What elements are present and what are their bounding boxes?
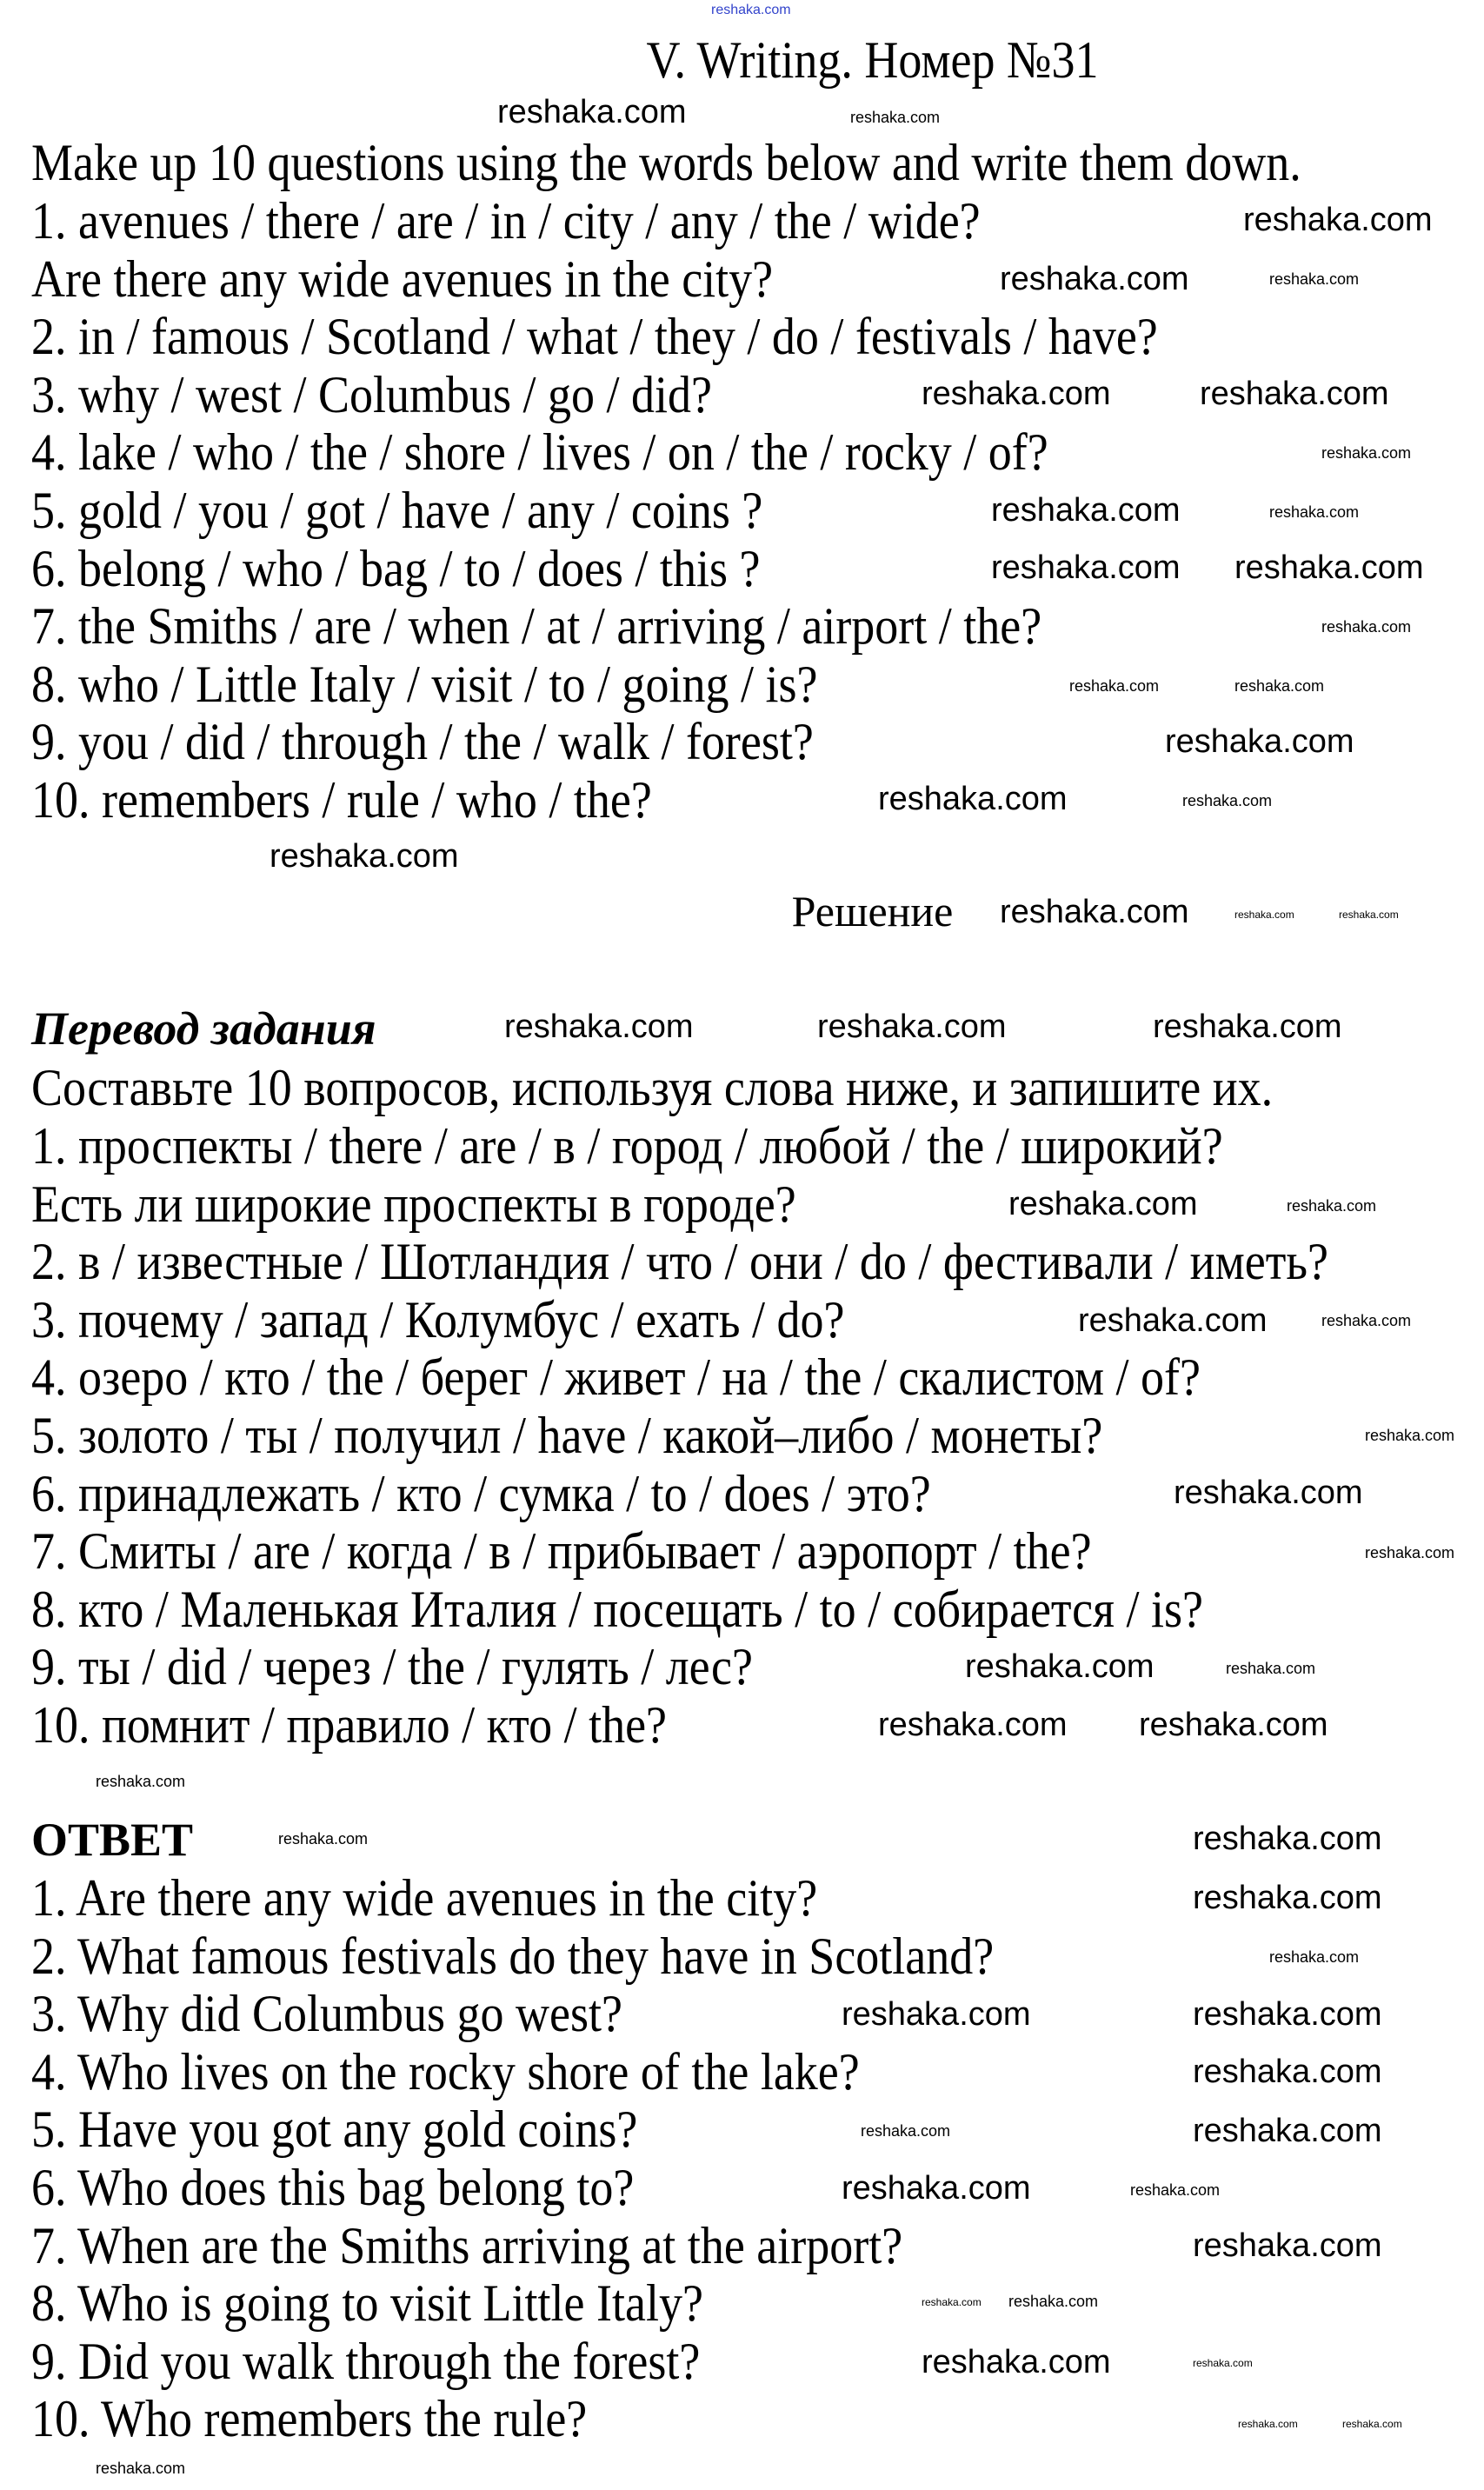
- watermark: reshaka.com: [1269, 1948, 1360, 1966]
- translation-line: 8. кто / Маленькая Италия / посещать / to / собирается / is?: [31, 1580, 1203, 1639]
- watermark: reshaka.com: [878, 781, 1068, 817]
- watermark: reshaka.com: [922, 376, 1111, 412]
- task-line: 4. lake / who / the / shore / lives / on / the / rocky / of?: [31, 423, 1048, 482]
- task-line: 5. gold / you / got / have / any / coins ?: [31, 481, 763, 540]
- translation-line: Есть ли широкие проспекты в городе?: [31, 1174, 796, 1234]
- translation-line: 9. ты / did / через / the / гулять / лес?: [31, 1637, 753, 1696]
- answer-line: 3. Why did Columbus go west?: [31, 1984, 622, 2043]
- watermark: reshaka.com: [1069, 677, 1160, 695]
- answer-line: 7. When are the Smiths arriving at the airport?: [31, 2215, 903, 2275]
- watermark: reshaka.com: [1139, 1707, 1328, 1743]
- watermark: reshaka.com: [1193, 1880, 1382, 1916]
- watermark: reshaka.com: [1008, 2293, 1099, 2310]
- watermark: reshaka.com: [1165, 723, 1354, 760]
- answer-line: 10. Who remembers the rule?: [31, 2389, 588, 2448]
- task-line: Are there any wide avenues in the city?: [31, 249, 774, 309]
- answer-heading: ОТВЕТ: [31, 1814, 194, 1866]
- watermark: reshaka.com: [1234, 549, 1424, 586]
- task-line: 8. who / Little Italy / visit / to / going / is?: [31, 655, 818, 714]
- answer-line: 2. What famous festivals do they have in Scotland?: [31, 1926, 995, 1986]
- watermark: reshaka.com: [878, 1707, 1068, 1743]
- watermark: reshaka.com: [1174, 1475, 1363, 1511]
- watermark: reshaka.com: [1269, 503, 1360, 521]
- translation-instruction: Составьте 10 вопросов, используя слова ниже, и запишите их.: [31, 1058, 1274, 1117]
- watermark: reshaka.com: [861, 2122, 951, 2140]
- watermark: reshaka.com: [1193, 2113, 1382, 2149]
- answer-line: 8. Who is going to visit Little Italy?: [31, 2274, 703, 2333]
- translation-heading: Перевод задания: [31, 1002, 376, 1055]
- task-line: 3. why / west / Columbus / go / did?: [31, 365, 712, 424]
- answer-line: 1. Are there any wide avenues in the city?: [31, 1868, 818, 1927]
- watermark: reshaka.com: [96, 2460, 186, 2477]
- task-line: 10. remembers / rule / who / the?: [31, 770, 652, 829]
- watermark: reshaka.com: [504, 1009, 694, 1045]
- watermark: reshaka.com: [1238, 2418, 1298, 2430]
- watermark: reshaka.com: [1234, 909, 1294, 921]
- watermark: reshaka.com: [1000, 261, 1189, 297]
- watermark: reshaka.com: [96, 1773, 186, 1790]
- task-line: 9. you / did / through / the / walk / forest?: [31, 712, 814, 771]
- watermark: reshaka.com: [1321, 618, 1412, 636]
- solution-label: Решение: [791, 887, 954, 935]
- watermark: reshaka.com: [711, 3, 791, 17]
- watermark: reshaka.com: [1243, 202, 1433, 238]
- watermark: reshaka.com: [1321, 1312, 1412, 1329]
- watermark: reshaka.com: [1269, 270, 1360, 288]
- translation-line: 5. золото / ты / получил / have / какой–либо / монеты?: [31, 1406, 1103, 1465]
- watermark: reshaka.com: [270, 838, 459, 875]
- watermark: reshaka.com: [1008, 1186, 1198, 1222]
- translation-line: 7. Смиты / are / когда / в / прибывает / аэропорт / the?: [31, 1521, 1092, 1581]
- translation-line: 4. озеро / кто / the / берег / живет / на / the / скалистом / of?: [31, 1348, 1201, 1407]
- watermark: reshaka.com: [1078, 1302, 1268, 1339]
- watermark: reshaka.com: [1000, 894, 1189, 930]
- translation-line: 3. почему / запад / Колумбус / ехать / do?: [31, 1290, 845, 1349]
- translation-line: 1. проспекты / there / are / в / город / любой / the / широкий?: [31, 1116, 1223, 1175]
- watermark: reshaka.com: [922, 2344, 1111, 2380]
- watermark: reshaka.com: [922, 2296, 982, 2308]
- watermark: reshaka.com: [965, 1648, 1155, 1685]
- watermark: reshaka.com: [1193, 1996, 1382, 2033]
- answer-line: 6. Who does this bag belong to?: [31, 2158, 635, 2217]
- watermark: reshaka.com: [842, 2170, 1031, 2207]
- watermark: reshaka.com: [1193, 1821, 1382, 1857]
- watermark: reshaka.com: [991, 492, 1181, 529]
- watermark: reshaka.com: [1226, 1660, 1316, 1677]
- watermark: reshaka.com: [1130, 2181, 1221, 2199]
- watermark: reshaka.com: [1153, 1009, 1342, 1045]
- watermark: reshaka.com: [991, 549, 1181, 586]
- watermark: reshaka.com: [1182, 792, 1273, 809]
- watermark: reshaka.com: [850, 109, 941, 126]
- watermark: reshaka.com: [1193, 2227, 1382, 2264]
- watermark: reshaka.com: [1287, 1197, 1377, 1215]
- watermark: reshaka.com: [1339, 909, 1399, 921]
- watermark: reshaka.com: [497, 94, 687, 130]
- task-line: 6. belong / who / bag / to / does / this ?: [31, 538, 761, 598]
- task-instruction: Make up 10 questions using the words below and write them down.: [31, 133, 1301, 192]
- translation-line: 2. в / известные / Шотландия / что / они / do / фестивали / иметь?: [31, 1232, 1328, 1291]
- task-line: 1. avenues / there / are / in / city / any / the / wide?: [31, 191, 981, 250]
- task-line: 2. in / famous / Scotland / what / they / do / festivals / have?: [31, 307, 1158, 366]
- watermark: reshaka.com: [817, 1009, 1007, 1045]
- watermark: reshaka.com: [1234, 677, 1325, 695]
- page-title: V. Writing. Номер №31: [646, 30, 1099, 90]
- answer-line: 5. Have you got any gold coins?: [31, 2100, 638, 2159]
- translation-line: 10. помнит / правило / кто / the?: [31, 1695, 668, 1754]
- task-line: 7. the Smiths / are / when / at / arriving / airport / the?: [31, 596, 1042, 656]
- translation-line: 6. принадлежать / кто / сумка / to / does / это?: [31, 1463, 931, 1523]
- watermark: reshaka.com: [278, 1830, 369, 1848]
- answer-line: 4. Who lives on the rocky shore of the lake?: [31, 2042, 860, 2101]
- watermark: reshaka.com: [1365, 1427, 1455, 1444]
- watermark: reshaka.com: [1193, 2357, 1253, 2369]
- watermark: reshaka.com: [1342, 2418, 1402, 2430]
- watermark: reshaka.com: [1365, 1544, 1455, 1561]
- watermark: reshaka.com: [1200, 376, 1389, 412]
- answer-line: 9. Did you walk through the forest?: [31, 2332, 701, 2391]
- watermark: reshaka.com: [1193, 2054, 1382, 2090]
- watermark: reshaka.com: [842, 1996, 1031, 2033]
- watermark: reshaka.com: [1321, 444, 1412, 462]
